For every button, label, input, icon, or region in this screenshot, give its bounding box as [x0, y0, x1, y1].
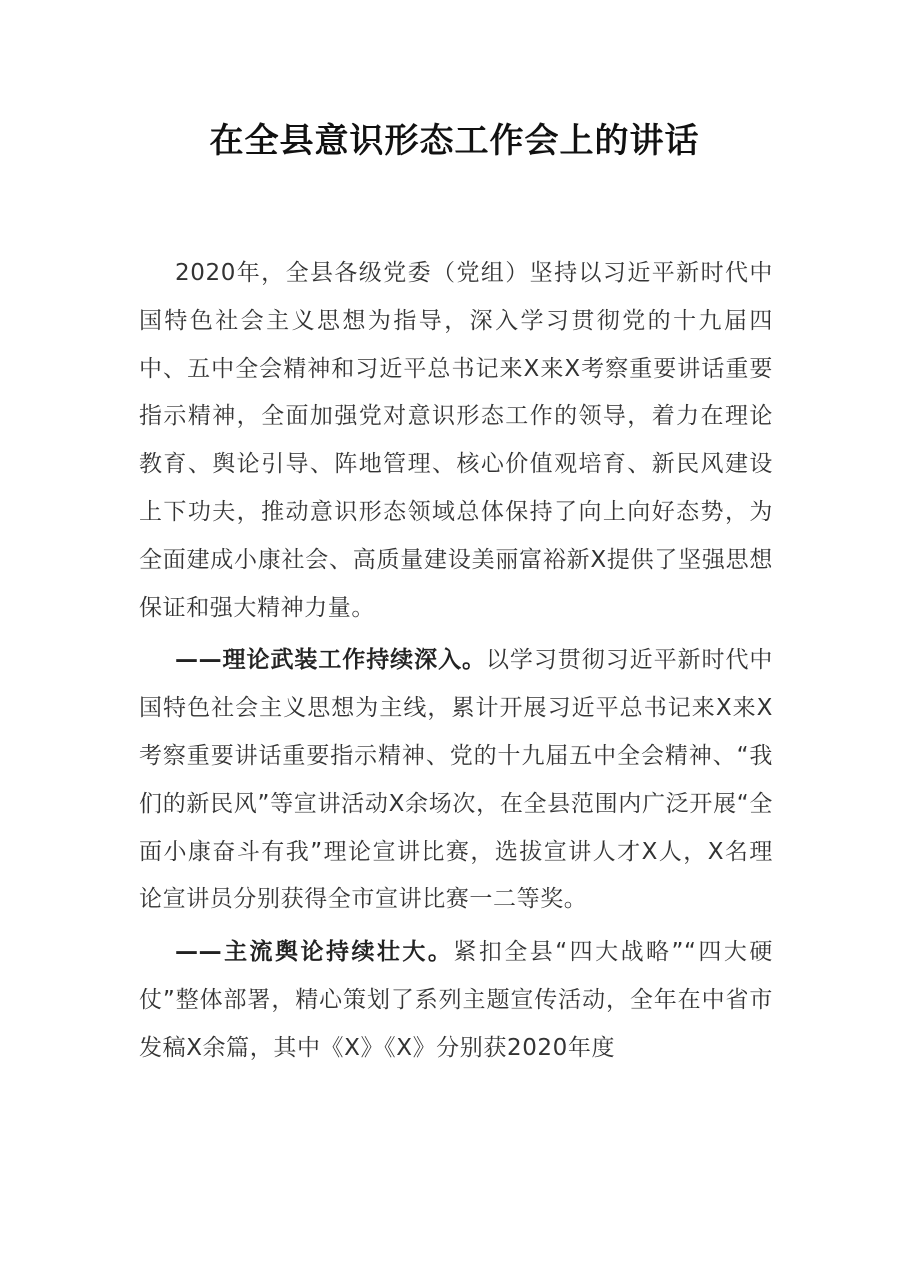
document-title: 在全县意识形态工作会上的讲话: [209, 121, 700, 161]
document-body: [139, 250, 773, 1078]
paragraph-text: 2020年，全县各级党委（党组）坚持以习近平新时代中国特色社会主义思想为指导，深入学习贯彻党的十九届四中、五中全会精神和习近平总书记来X来X考察重要讲话重要指示精神，全面加强党对意识形态工作的领导，着力在理论教育、舆论引导、阵地管理、核心价值观培育、新民风建设上下功夫，推动意识形态领域总体保持了向上向好态势，为全面建成小康社会、高质量建设美丽富裕新X提供了坚强思想保证和强大精神力量。: [139, 260, 773, 621]
paragraph-intro: [139, 250, 773, 632]
paragraph-lead: ——主流舆论持续壮大。: [175, 939, 454, 966]
paragraph-opinion: [139, 929, 773, 1072]
paragraph-text: 以学习贯彻习近平新时代中国特色社会主义思想为主线，累计开展习近平总书记来X来X考察重要讲话重要指示精神、党的十九届五中全会精神、“我们的新民风”等宣讲活动X余场次，在全县范围内广泛开展“全面小康奋斗有我”理论宣讲比赛，选拔宣讲人才X人，X名理论宣讲员分别获得全市宣讲比赛一二等奖。: [139, 647, 773, 913]
paragraph-lead: ——理论武装工作持续深入。: [175, 647, 486, 674]
paragraph-text: 紧扣全县“四大战略”“四大硬仗”整体部署，精心策划了系列主题宣传活动，全年在中省市发稿X余篇，其中《X》《X》分别获2020年度: [139, 939, 773, 1061]
paragraph-theory: [139, 637, 773, 924]
